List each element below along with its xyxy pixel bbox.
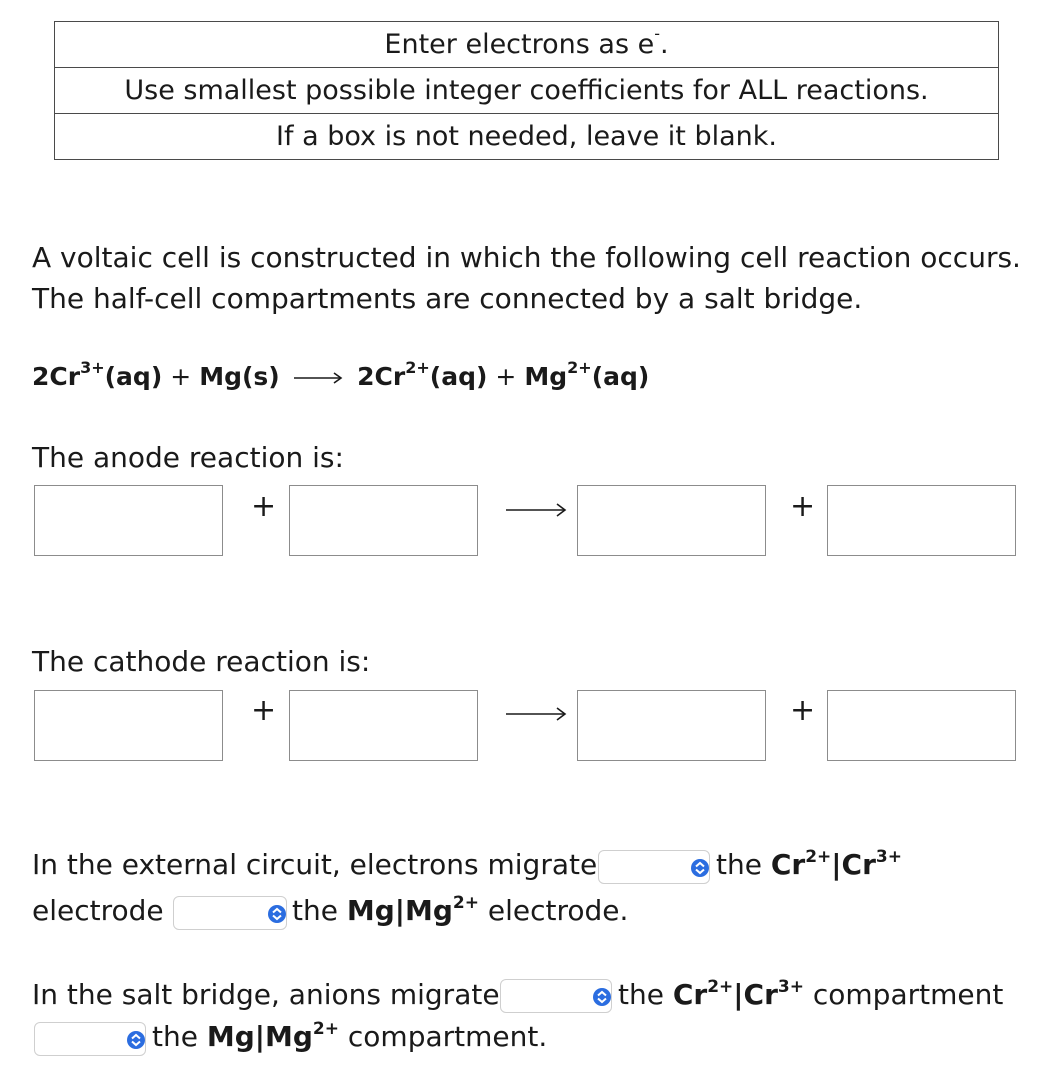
compartment-word: compartment (812, 978, 1004, 1011)
external-circuit-prefix: In the external circuit, electrons migrate (32, 848, 598, 881)
the-word: the (716, 848, 762, 881)
right-arrow-icon (504, 500, 568, 520)
the-word: the (292, 894, 338, 927)
select-chevron-icon (126, 1030, 146, 1050)
salt-compartment-2 (152, 1017, 547, 1057)
external-direction-select-1[interactable] (598, 850, 710, 884)
electrode-word: electrode. (487, 894, 629, 927)
instruction-electrons (55, 22, 998, 68)
instruction-electrons-sup: - (654, 24, 660, 43)
instructions-table (54, 21, 999, 160)
salt-direction-select-1[interactable] (500, 979, 612, 1013)
element-symbol: Mg (265, 1020, 313, 1053)
external-electrode-2 (292, 891, 628, 931)
reactant-cr-state: (aq) (104, 362, 163, 391)
product-cr-state: (aq) (429, 362, 488, 391)
the-word: the (152, 1020, 198, 1053)
right-arrow-icon (292, 371, 344, 385)
cathode-label: The cathode reaction is: (32, 645, 371, 678)
charge: 2+ (805, 847, 832, 867)
anode-reactant-2-input[interactable] (289, 485, 478, 556)
reaction-plus: + (495, 362, 517, 391)
anode-plus-2: + (790, 489, 816, 524)
external-electrode-1 (716, 845, 902, 885)
element-symbol: Cr (672, 978, 708, 1011)
select-chevron-icon (267, 904, 287, 924)
reactant-cr: 2Cr (32, 362, 81, 391)
external-direction-select-2[interactable] (173, 896, 287, 930)
charge: 2+ (707, 977, 734, 997)
cathode-plus-1: + (251, 693, 277, 728)
salt-direction-select-2[interactable] (34, 1022, 146, 1056)
product-mg-charge: 2+ (567, 358, 592, 377)
cathode-reactant-1-input[interactable] (34, 690, 223, 761)
the-word: the (618, 978, 664, 1011)
cathode-product-2-input[interactable] (827, 690, 1016, 761)
cell-reaction (32, 358, 650, 391)
select-chevron-icon (690, 858, 710, 878)
product-cr: 2Cr (357, 362, 406, 391)
salt-bridge-prefix: In the salt bridge, anions migrate (32, 978, 500, 1011)
element-symbol: Mg (206, 1020, 255, 1053)
anode-product-2-input[interactable] (827, 485, 1016, 556)
anode-product-1-input[interactable] (577, 485, 766, 556)
anode-reactant-1-input[interactable] (34, 485, 223, 556)
reactant-cr-charge: 3+ (80, 358, 105, 377)
element-symbol: Mg (405, 894, 453, 927)
element-symbol: Cr (743, 978, 778, 1011)
element-symbol: Mg (346, 894, 395, 927)
intro-line-2: The half-cell compartments are connected by a salt bridge. (32, 282, 863, 315)
anode-label: The anode reaction is: (32, 441, 344, 474)
right-arrow-icon (504, 704, 568, 724)
cathode-reactant-2-input[interactable] (289, 690, 478, 761)
reaction-plus: + (170, 362, 192, 391)
mg-couple (347, 894, 479, 927)
couple-separator: | (254, 1020, 265, 1053)
charge: 2+ (312, 1019, 339, 1039)
instruction-coefficients: Use smallest possible integer coefficients for ALL reactions. (55, 68, 998, 114)
intro-line-1: A voltaic cell is constructed in which the following cell reaction occurs. (32, 241, 1021, 274)
compartment-word: compartment. (347, 1020, 548, 1053)
charge: 2+ (452, 893, 479, 913)
product-mg-state: (aq) (591, 362, 650, 391)
reactant-mg: Mg(s) (199, 362, 280, 391)
salt-compartment-1 (618, 975, 1003, 1015)
cr-couple (771, 848, 902, 881)
instruction-electrons-period: . (660, 29, 669, 60)
element-symbol: Cr (841, 848, 876, 881)
product-cr-charge: 2+ (405, 358, 430, 377)
cathode-product-1-input[interactable] (577, 690, 766, 761)
mg-couple (207, 1020, 339, 1053)
instruction-electrons-text: Enter electrons as e (384, 29, 655, 60)
couple-separator: | (394, 894, 405, 927)
couple-separator: | (733, 978, 744, 1011)
select-chevron-icon (592, 987, 612, 1007)
anode-plus-1: + (251, 489, 277, 524)
cr-couple (673, 978, 804, 1011)
charge: 3+ (875, 847, 902, 867)
charge: 3+ (777, 977, 804, 997)
element-symbol: Cr (770, 848, 806, 881)
cathode-plus-2: + (790, 693, 816, 728)
instruction-blank: If a box is not needed, leave it blank. (276, 121, 777, 152)
product-mg: Mg (524, 362, 568, 391)
external-line2-prefix: electrode (32, 894, 164, 927)
couple-separator: | (831, 848, 842, 881)
